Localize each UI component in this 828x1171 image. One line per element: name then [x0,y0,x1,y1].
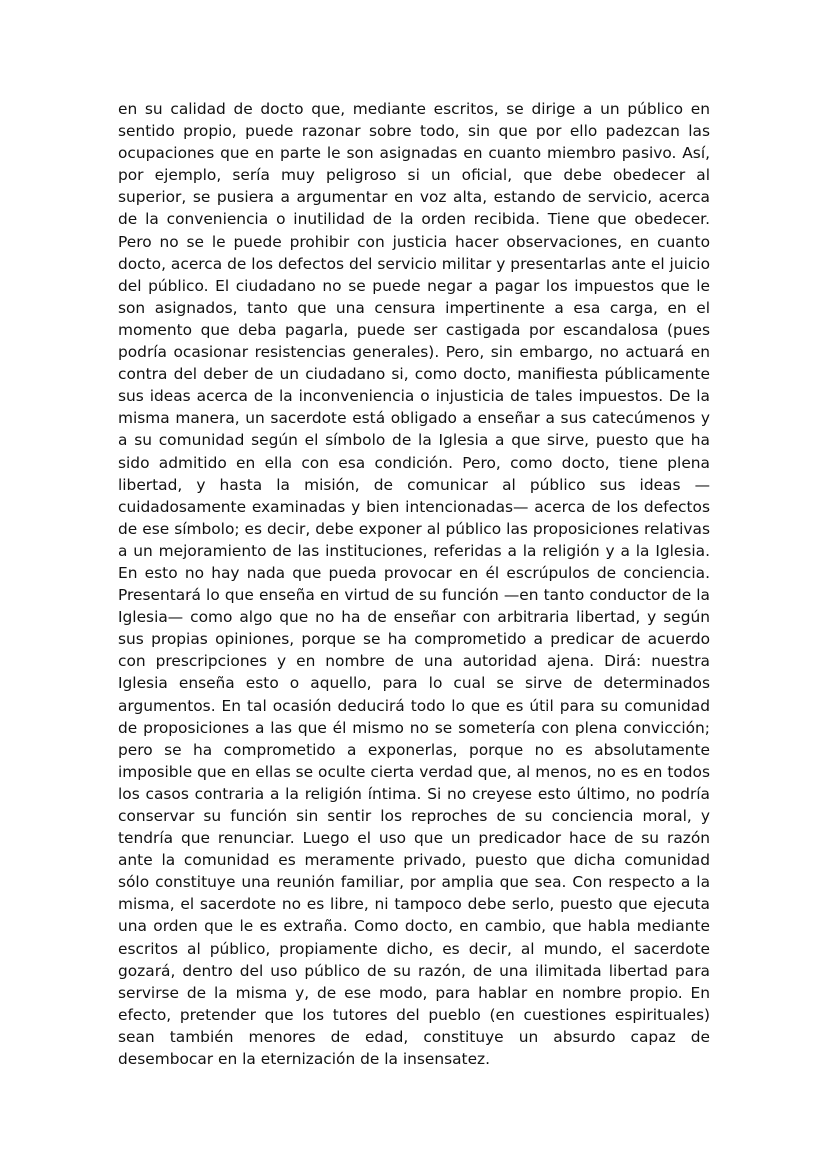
body-paragraph: en su calidad de docto que, mediante escritos, se dirige a un público en sentido propio, puede razonar sobre todo, sin que por ello padezcan las ocupaciones que en parte le son asignadas en cuanto miembro pasivo. Así, por ejemplo, sería muy peligroso si un oficial, que debe obedecer al superior, se pusiera a argumentar en voz alta, estando de servicio, acerca de la conveniencia o inutilidad de la orden recibida. Tiene que obedecer. Pero no se le puede prohibir con justicia hacer observaciones, en cuanto docto, acerca de los defectos del servicio militar y presentarlas ante el juicio del público. El ciudadano no se puede negar a pagar los impuestos que le son asignados, tanto que una censura impertinente a esa carga, en el momento que deba pagarla, puede ser castigada por escandalosa (pues podría ocasionar resistencias generales). Pero, sin embargo, no actuará en contra del deber de un ciudadano si, como docto, manifiesta públicamente sus ideas acerca de la inconveniencia o injusticia de tales impuestos. De la misma manera, un sacerdote está obligado a enseñar a sus catecúmenos y a su comunidad según el símbolo de la Iglesia a que sirve, puesto que ha sido admitido en ella con esa condición. Pero, como docto, tiene plena libertad, y hasta la misión, de comunicar al público sus ideas —cuidadosamente examinadas y bien intencionadas— acerca de los defectos de ese símbolo; es decir, debe exponer al público las proposiciones relativas a un mejoramiento de las instituciones, referidas a la religión y a la Iglesia. En esto no hay nada que pueda provocar en él escrúpulos de conciencia. Presentará lo que enseña en virtud de su función —en tanto conductor de la Iglesia— como algo que no ha de enseñar con arbitraria libertad, y según sus propias opiniones, porque se ha comprometido a predicar de acuerdo con prescripciones y en nombre de una autoridad ajena. Dirá: nuestra Iglesia enseña esto o aquello, para lo cual se sirve de determinados argumentos. En tal ocasión deducirá todo lo que es útil para su comunidad de proposiciones a las que él mismo no se sometería con plena convicción; pero se ha comprometido a exponerlas, porque no es absolutamente imposible que en ellas se oculte cierta verdad que, al menos, no es en todos los casos contraria a la religión íntima. Si no creyese esto último, no podría conservar su función sin sentir los reproches de su conciencia moral, y tendría que renunciar. Luego el uso que un predicador hace de su razón ante la comunidad es meramente privado, puesto que dicha comunidad sólo constituye una reunión familiar, por amplia que sea. Con respecto a la misma, el sacerdote no es libre, ni tampoco debe serlo, puesto que ejecuta una orden que le es extraña. Como docto, en cambio, que habla mediante escritos al público, propiamente dicho, es decir, al mundo, el sacerdote gozará, dentro del uso público de su razón, de una ilimitada libertad para servirse de la misma y, de ese modo, para hablar en nombre propio. En efecto, pretender que los tutores del pueblo (en cuestiones espirituales) sean también menores de edad, constituye un absurdo capaz de desembocar en la eternización de la insensatez. [118,100,710,1069]
document-page [118,98,710,1070]
